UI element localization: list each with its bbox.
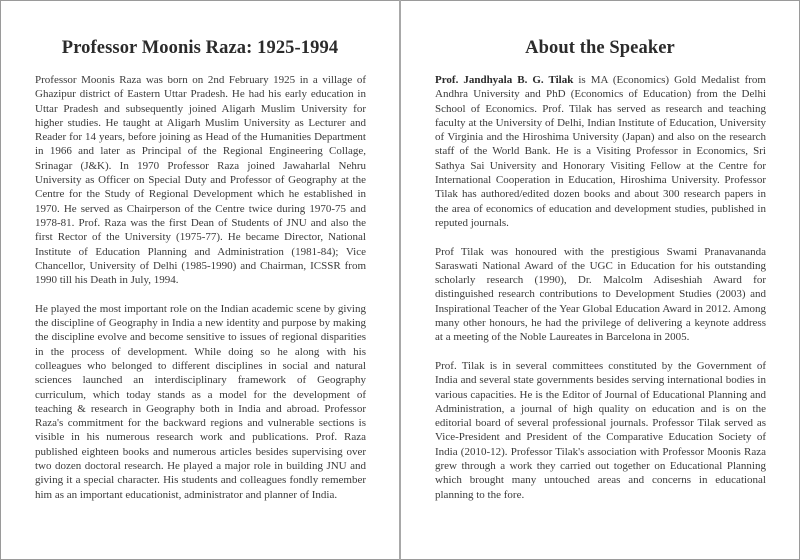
paragraph: Professor Moonis Raza was born on 2nd February 1925 in a village of Ghazipur district of Eastern Uttar Pradesh. He had his early education in Uttar Pradesh and subsequently joined Aligarh Muslim University for higher studies. He taught at Aligarh Muslim University as Lecturer and Reader for 14 years, before joining as Head of the Humanities Department in 1966 and later as Principal of the Regional Engineering Collage, Srinagar (J&K). In 1970 Professor Raza joined Jawaharlal Nehru University as Officer on Special Duty and Professor of Geography at the Centre for the Study of Regional Development which he established in 1970. He served as Chairperson of the Centre twice during 1970-75 and 1978-81. Prof. Raza was the first Dean of Students of JNU and also the first Rector of the University (1975-77). He became Director, National Institute of Education Planning and Administration (1981-84); Vice Chancellor, University of Delhi (1985-1990) and Chairman, ICSSR from 1990 till his Death in July, 1994. [35,74,366,287]
left-page-title: Professor Moonis Raza: 1925-1994 [61,38,339,58]
paragraph [435,73,766,230]
speaker-name: Prof. Jandhyala B. G. Tilak [435,74,574,86]
paragraph: He played the most important role on the Indian academic scene by giving the discipline of Geography in India a new identity and purpose by making the discipline evolve and become sensitive to issues of regional disparities in the process of development. While doing so he along with his colleagues who belonged to different disciplines in social and natural sciences launched an interdisciplinary framework of Geography curriculum, which today stands as a model for the development of teaching & research in Geography both in India and abroad. Professor Raza's commitment for the backward regions and vulnerable sections is visible in his numerous research work and publications. Prof. Raza published eighteen books and numerous articles besides supervising over two dozen doctoral research. He played a major role in building JNU and giving it a special character. His students and colleagues fondly remember him as an important educationist, administrator and planner of India. [35,302,366,501]
paragraph: Prof. Tilak is in several committees constituted by the Government of India and several state governments besides serving international bodies in various capacities. He is the Editor of Journal of Educational Planning and Administration, a journal of high quality on education and is on the editorial board of several professional journals. Professor Tilak served as Vice-President and President of the Comparative Education Society of India (2010-12). Professor Tilak's association with Professor Moonis Raza grew through a work they carried out together on Educational Planning which brought many untouched areas and concerns in educational planning to the fore. [435,359,766,501]
intro-text: is MA (Economics) Gold Medalist from Andhra University and PhD (Economics of Education) from the Delhi School of Economics. Prof. Tilak has served as research and teaching faculty at the University of Delhi, Indian Institute of Education, University of Virginia and the Hiroshima University (Japan) and also on the research staff of the World Bank. He is a Visiting Professor in Economics, Sri Sathya Sai University and Honorary Visiting Fellow at the Centre for International Cooperation in Education, Hiroshima University. Professor Tilak has authored/edited dozen books and about 300 research papers in the area of economics of education and development studies, published in reputed journals. [435,74,766,229]
left-page-body [35,73,366,516]
right-page [400,0,800,560]
right-page-title: About the Speaker [525,38,675,58]
paragraph: Prof Tilak was honoured with the prestigious Swami Pranavananda Saraswati National Award of the UGC in Education for his outstanding scholarly research (1990), Dr. Malcolm Adiseshiah Award for distinguished research contributions to Development Studies (2003) and Inspirational Teacher of the Year Global Education Award in 2012. Among many other honours, he had the privilege of delivering a keynote address at a meeting of the Noble Laureates in Barcelona in 2005. [435,245,766,344]
right-page-body [435,73,766,516]
